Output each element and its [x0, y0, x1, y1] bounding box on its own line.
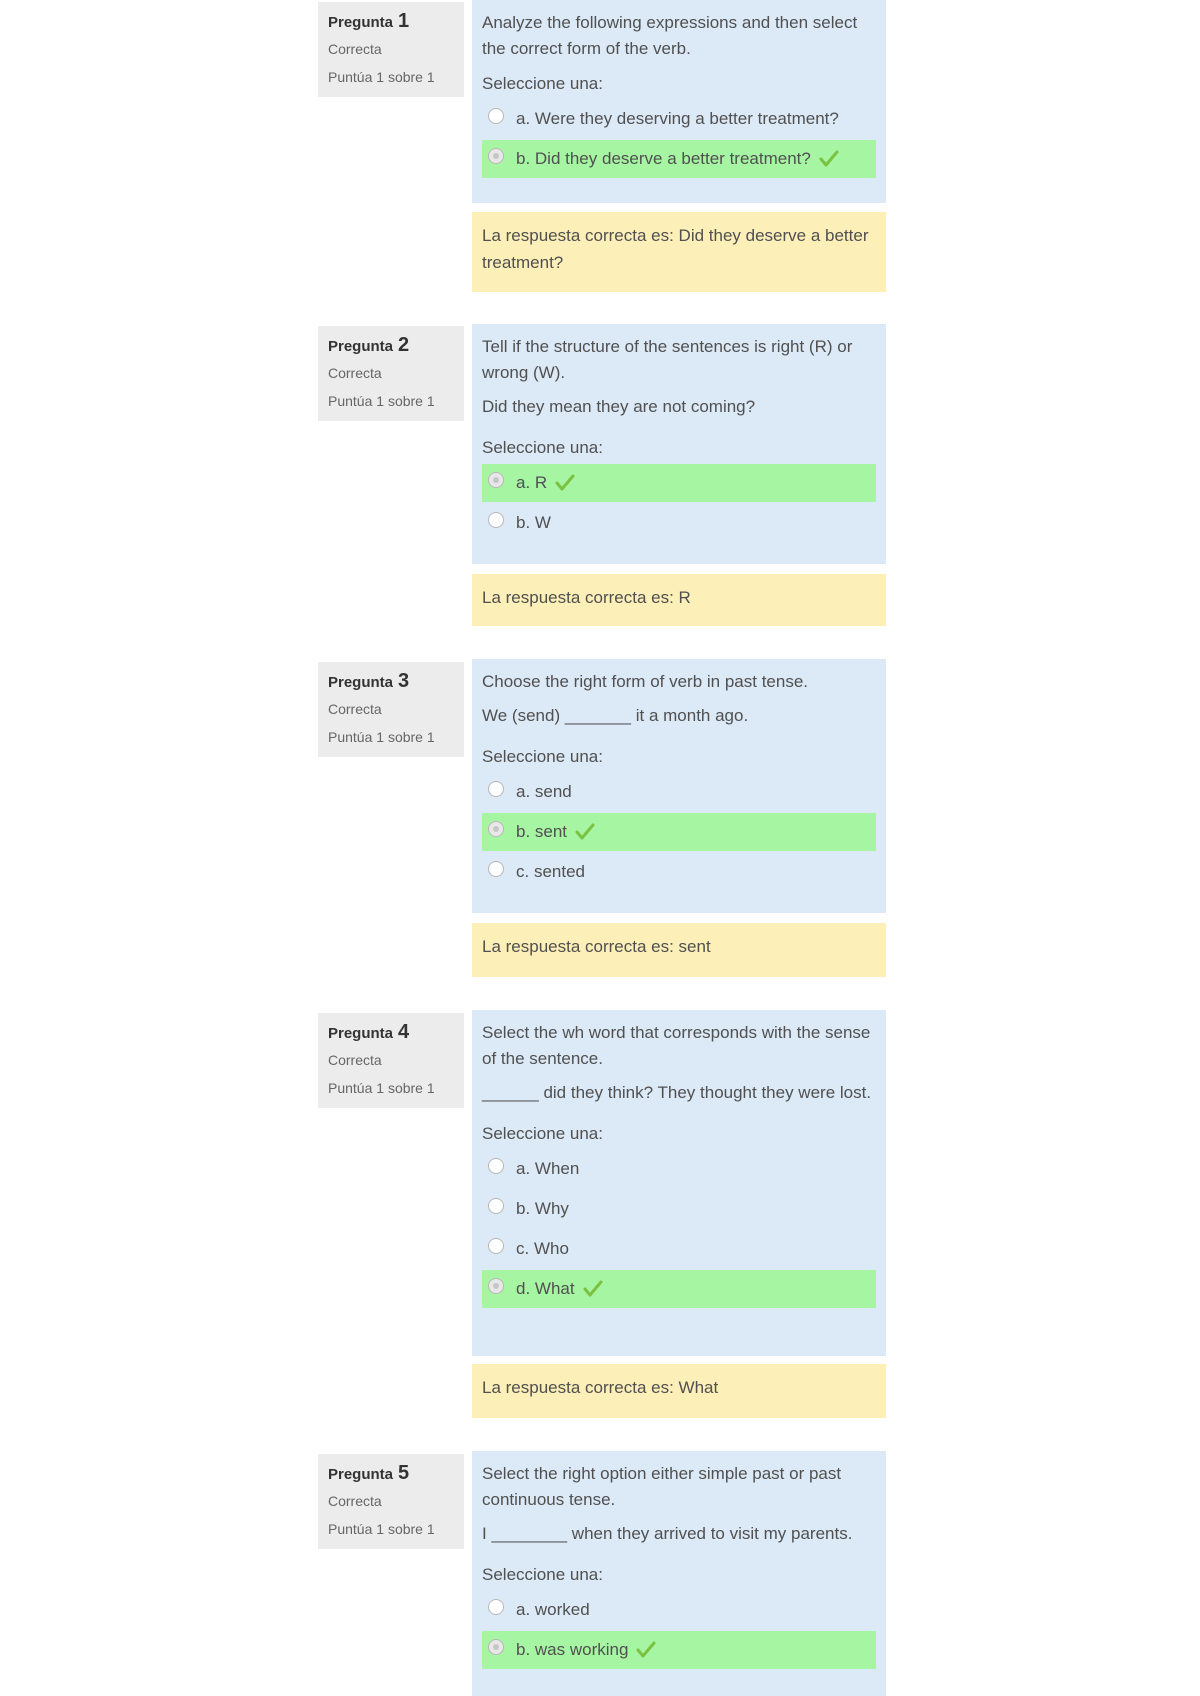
answer-option-a[interactable] — [482, 464, 876, 502]
correct-answer-feedback: La respuesta correcta es: Did they deserve a better treatment? — [472, 212, 886, 292]
option-label: c. sented — [516, 862, 585, 881]
answer-option-b[interactable] — [482, 504, 876, 542]
checkmark-icon — [575, 823, 595, 841]
correct-answer-feedback: La respuesta correcta es: R — [472, 574, 886, 626]
radio-button[interactable] — [488, 108, 504, 124]
question-info — [318, 1454, 464, 1549]
option-label: b. Did they deserve a better treatment? — [516, 149, 811, 168]
select-one-prompt: Seleccione una: — [482, 747, 603, 766]
question-text-line: Choose the right form of verb in past tense. — [482, 672, 809, 691]
option-label: b. W — [516, 513, 551, 532]
question-text-line: ______ did they think? They thought they were lost. — [482, 1083, 872, 1102]
radio-button[interactable] — [488, 1238, 504, 1254]
question-text — [482, 10, 876, 62]
question-label: Pregunta — [328, 1466, 394, 1483]
question-grade: Puntúa 1 sobre 1 — [328, 1521, 435, 1537]
radio-button[interactable] — [488, 1278, 504, 1294]
question-text — [482, 1020, 876, 1106]
question-content — [472, 324, 886, 564]
question-content — [472, 659, 886, 913]
question-label: Pregunta — [328, 1025, 394, 1042]
answer-option-c[interactable] — [482, 853, 876, 891]
question-text-line: We (send) _______ it a month ago. — [482, 706, 749, 725]
option-label: c. Who — [516, 1239, 569, 1258]
question-number-value: 5 — [398, 1462, 410, 1484]
question-text-line: Select the right option either simple past or past continuous tense. — [482, 1464, 842, 1509]
question-grade: Puntúa 1 sobre 1 — [328, 1080, 435, 1096]
select-one-prompt: Seleccione una: — [482, 1565, 603, 1584]
answer-option-b[interactable] — [482, 813, 876, 851]
option-label: a. send — [516, 782, 572, 801]
question-text-line: I ________ when they arrived to visit my parents. — [482, 1524, 853, 1543]
answer-option-a[interactable] — [482, 1591, 876, 1629]
option-label: b. was working — [516, 1640, 629, 1659]
checkmark-icon — [583, 1280, 603, 1298]
question-content — [472, 0, 886, 203]
question-text-line: Did they mean they are not coming? — [482, 397, 756, 416]
checkmark-icon — [555, 474, 575, 492]
answer-option-a[interactable] — [482, 100, 876, 138]
question-text-line: Analyze the following expressions and then select the correct form of the verb. — [482, 13, 858, 58]
checkmark-icon — [819, 150, 839, 168]
radio-button[interactable] — [488, 1639, 504, 1655]
question-state: Correcta — [328, 1493, 382, 1509]
radio-button[interactable] — [488, 1599, 504, 1615]
question-grade: Puntúa 1 sobre 1 — [328, 393, 435, 409]
question-state: Correcta — [328, 365, 382, 381]
radio-button[interactable] — [488, 781, 504, 797]
question-state: Correcta — [328, 41, 382, 57]
question-info — [318, 1013, 464, 1108]
select-one-prompt: Seleccione una: — [482, 438, 603, 457]
option-label: b. Why — [516, 1199, 569, 1218]
question-info — [318, 662, 464, 757]
select-one-prompt: Seleccione una: — [482, 74, 603, 93]
question-info — [318, 2, 464, 97]
question-text — [482, 669, 876, 729]
radio-button[interactable] — [488, 861, 504, 877]
question-info — [318, 326, 464, 421]
question-label: Pregunta — [328, 674, 394, 691]
question-text — [482, 334, 876, 420]
answer-option-b[interactable] — [482, 1631, 876, 1669]
option-label: d. What — [516, 1279, 575, 1298]
question-number — [328, 10, 454, 33]
question-number-value: 4 — [398, 1021, 410, 1043]
correct-answer-feedback: La respuesta correcta es: What — [472, 1364, 886, 1418]
option-label: a. When — [516, 1159, 580, 1178]
option-label: b. sent — [516, 822, 568, 841]
answer-option-a[interactable] — [482, 1150, 876, 1188]
question-text — [482, 1461, 876, 1547]
answer-option-d[interactable] — [482, 1270, 876, 1308]
answer-option-c[interactable] — [482, 1230, 876, 1268]
question-text-line: Select the wh word that corresponds with the sense of the sentence. — [482, 1023, 871, 1068]
question-grade: Puntúa 1 sobre 1 — [328, 729, 435, 745]
radio-button[interactable] — [488, 472, 504, 488]
question-number — [328, 334, 454, 357]
radio-button[interactable] — [488, 512, 504, 528]
question-number — [328, 1021, 454, 1044]
question-number-value: 3 — [398, 670, 410, 692]
answer-option-b[interactable] — [482, 1190, 876, 1228]
option-label: a. Were they deserving a better treatment? — [516, 109, 839, 128]
select-one-prompt: Seleccione una: — [482, 1124, 603, 1143]
question-label: Pregunta — [328, 338, 394, 355]
radio-button[interactable] — [488, 821, 504, 837]
radio-button[interactable] — [488, 148, 504, 164]
option-label: a. worked — [516, 1600, 590, 1619]
answer-option-a[interactable] — [482, 773, 876, 811]
answer-option-b[interactable] — [482, 140, 876, 178]
question-label: Pregunta — [328, 14, 394, 31]
question-number — [328, 670, 454, 693]
question-state: Correcta — [328, 1052, 382, 1068]
question-number-value: 1 — [398, 10, 410, 32]
question-state: Correcta — [328, 701, 382, 717]
question-content — [472, 1010, 886, 1356]
question-number-value: 2 — [398, 334, 410, 356]
correct-answer-feedback: La respuesta correcta es: sent — [472, 923, 886, 977]
checkmark-icon — [636, 1641, 656, 1659]
radio-button[interactable] — [488, 1158, 504, 1174]
option-label: a. R — [516, 473, 548, 492]
radio-button[interactable] — [488, 1198, 504, 1214]
question-number — [328, 1462, 454, 1485]
question-grade: Puntúa 1 sobre 1 — [328, 69, 435, 85]
question-content — [472, 1451, 886, 1696]
question-text-line: Tell if the structure of the sentences is right (R) or wrong (W). — [482, 337, 853, 382]
